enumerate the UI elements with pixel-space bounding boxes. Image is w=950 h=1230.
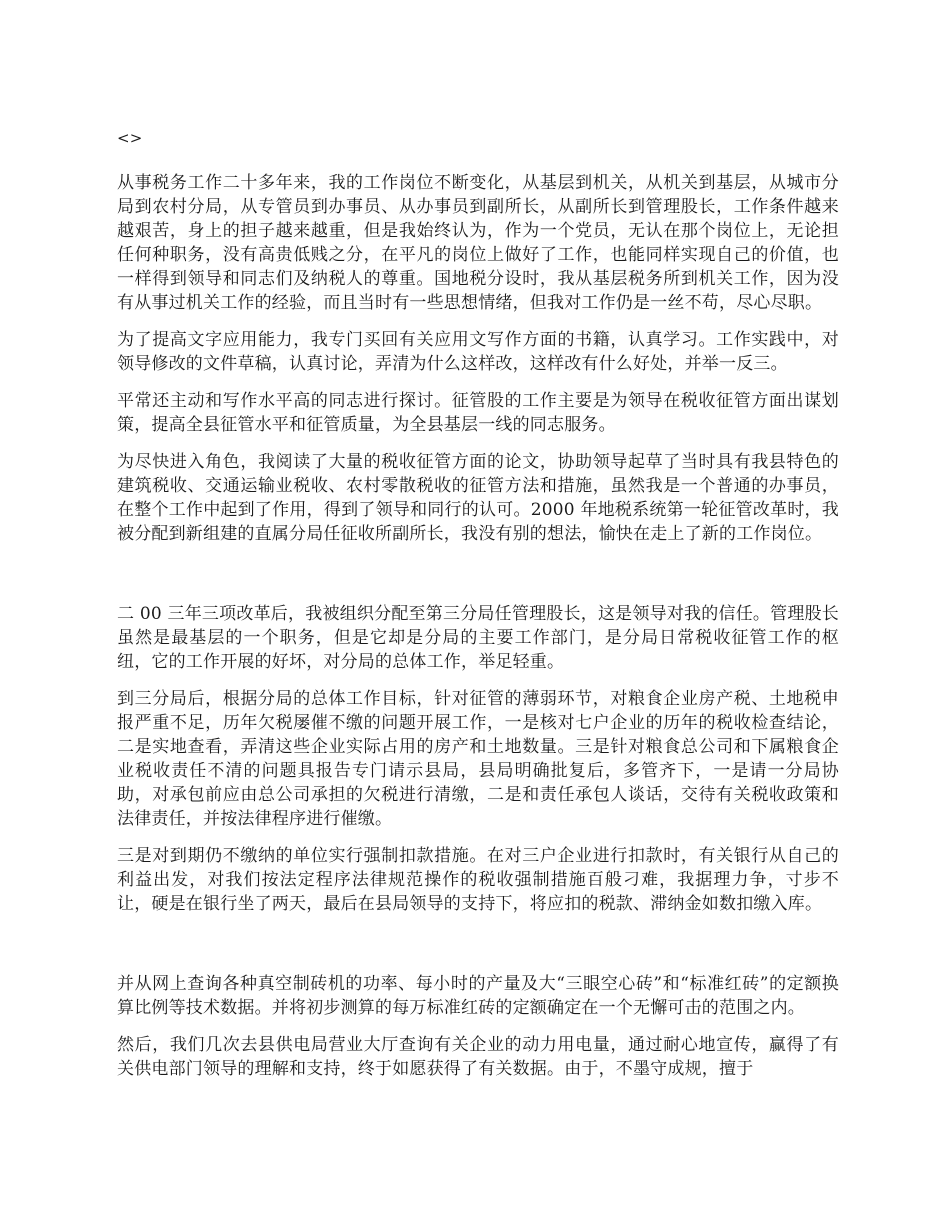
section-gap xyxy=(117,559,839,602)
document-page xyxy=(117,128,839,1094)
paragraph: 从事税务工作二十多年来，我的工作岗位不断变化，从基层到机关，从机关到基层，从城市分局到农村分局，从专管员到办事员、从办事员到副所长，从副所长到管理股长，工作条件越来越艰苦，身上的担子越来越重，但是我始终认为，作为一个党员，无认在那个岗位上，无论担任何种职务，没有高贵低贱之分，在平凡的岗位上做好了工作，也能同样实现自己的价值，也一样得到领导和同志们及纳税人的尊重。国地税分设时，我从基层税务所到机关工作，因为没有从事过机关工作的经验，而且当时有一些思想情绪，但我对工作仍是一丝不苟，尽心尽职。 xyxy=(117,173,839,313)
paragraph: 为尽快进入角色，我阅读了大量的税收征管方面的论文，协助领导起草了当时具有我县特色的建筑税收、交通运输业税收、农村零散税收的征管方法和措施，虽然我是一个普通的办事员，在整个工作中起到了作用，得到了领导和同行的认可。2000 年地税系统第一轮征管改革时，我被分配到新组建的直属分局任征收所副所长，我没有别的想法，愉快在走上了新的工作岗位。 xyxy=(117,452,839,544)
section-gap xyxy=(117,929,839,972)
paragraph: 平常还主动和写作水平高的同志进行探讨。征管股的工作主要是为领导在税收征管方面出谋划策，提高全县征管水平和征管质量，为全县基层一线的同志服务。 xyxy=(117,391,839,435)
paragraph: 并从网上查询各种真空制砖机的功率、每小时的产量及大“三眼空心砖”和“标准红砖”的定额换算比例等技术数据。并将初步测算的每万标准红砖的定额确定在一个无懈可击的范围之内。 xyxy=(117,974,839,1018)
paragraph: 到三分局后，根据分局的总体工作目标，针对征管的薄弱环节，对粮食企业房产税、土地税申报严重不足，历年欠税屡催不缴的问题开展工作，一是核对七户企业的历年的税收检查结论，二是实地查看，弄清这些企业实际占用的房产和土地数量。三是针对粮食总公司和下属粮食企业税收责任不清的问题具报告专门请示县局，县局明确批复后，多管齐下，一是请一分局协助，对承包前应由总公司承担的欠税进行清缴，二是和责任承包人谈话，交待有关税收政策和法律责任，并按法律程序进行催缴。 xyxy=(117,689,839,829)
document-marker: <> xyxy=(117,129,143,147)
paragraph: 然后，我们几次去县供电局营业大厅查询有关企业的动力用电量，通过耐心地宣传，赢得了有关供电部门领导的理解和支持，终于如愿获得了有关数据。由于，不墨守成规，擅于 xyxy=(117,1035,839,1079)
paragraph: 二 00 三年三项改革后，我被组织分配至第三分局任管理股长，这是领导对我的信任。管理股长虽然是最基层的一个职务，但是它却是分局的主要工作部门，是分局日常税收征管工作的枢纽，它的工作开展的好坏，对分局的总体工作，举足轻重。 xyxy=(117,604,839,672)
paragraph: 三是对到期仍不缴纳的单位实行强制扣款措施。在对三户企业进行扣款时，有关银行从自己的利益出发，对我们按法定程序法律规范操作的税收强制措施百般刁难，我据理力争，寸步不让，硬是在银行坐了两天，最后在县局领导的支持下，将应扣的税款、滞纳金如数扣缴入库。 xyxy=(117,846,839,914)
paragraph: 为了提高文字应用能力，我专门买回有关应用文写作方面的书籍，认真学习。工作实践中，对领导修改的文件草稿，认真讨论，弄清为什么这样改，这样改有什么好处，并举一反三。 xyxy=(117,330,839,374)
